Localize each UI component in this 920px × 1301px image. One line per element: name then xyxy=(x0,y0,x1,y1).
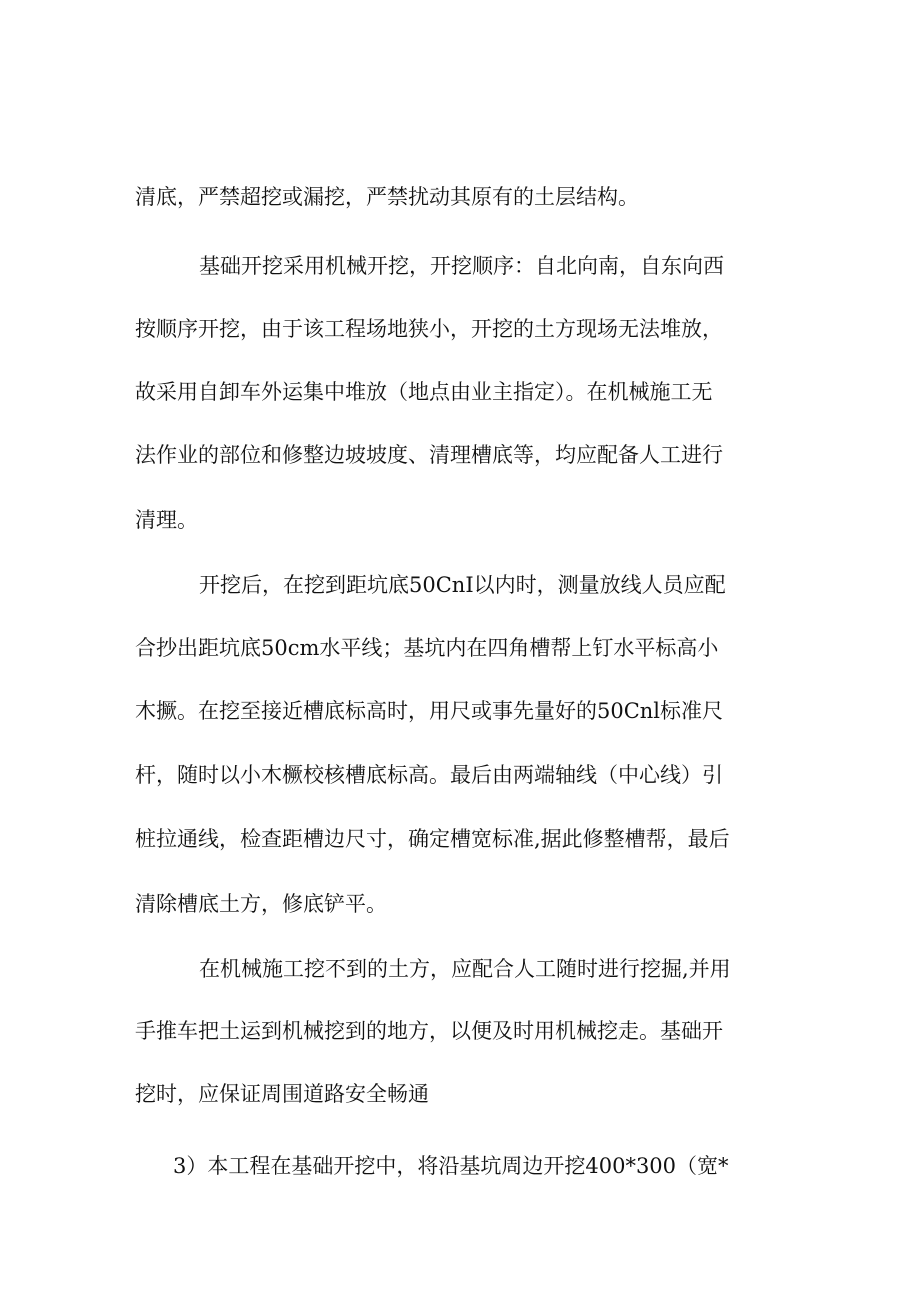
list-item-3: 3）本工程在基础开挖中，将沿基坑周边开挖400*300（宽* xyxy=(173,1154,729,1178)
text-line: 杆，随时以小木橛校核槽底标高。最后由两端轴线（中心线）引 xyxy=(135,763,723,787)
text-line: 合抄出距坑底50cm水平线；基坑内在四角槽帮上钉水平标高小 xyxy=(135,636,719,660)
text-line: 木撅。在挖至接近槽底标高时，用尺或事先量好的50Cnl标准尺 xyxy=(135,699,724,723)
text-line: 挖时，应保证周围道路安全畅通 xyxy=(135,1082,429,1106)
paragraph-first-line: 基础开挖采用机械开挖，开挖顺序：自北向南，自东向西 xyxy=(199,254,724,278)
text-line: 手推车把土运到机械挖到的地方，以便及时用机械挖走。基础开 xyxy=(135,1019,723,1043)
text-line: 清理。 xyxy=(135,508,198,532)
text-line: 桩拉通线，检查距槽边尺寸，确定槽宽标准,据此修整槽帮，最后 xyxy=(135,827,730,851)
text-line: 法作业的部位和修整边坡坡度、清理槽底等，均应配备人工进行 xyxy=(135,443,723,467)
paragraph-first-line: 开挖后，在挖到距坑底50CnI以内时，测量放线人员应配 xyxy=(199,573,726,597)
text-line: 按顺序开挖，由于该工程场地狭小，开挖的土方现场无法堆放， xyxy=(135,317,723,341)
text-line: 清底，严禁超挖或漏挖，严禁扰动其原有的土层结构。 xyxy=(135,185,639,209)
paragraph-first-line: 在机械施工挖不到的土方，应配合人工随时进行挖掘,并用 xyxy=(199,957,731,981)
text-line: 故采用自卸车外运集中堆放（地点由业主指定）。在机械施工无 xyxy=(135,380,713,404)
text-line: 清除槽底土方，修底铲平。 xyxy=(135,892,387,916)
